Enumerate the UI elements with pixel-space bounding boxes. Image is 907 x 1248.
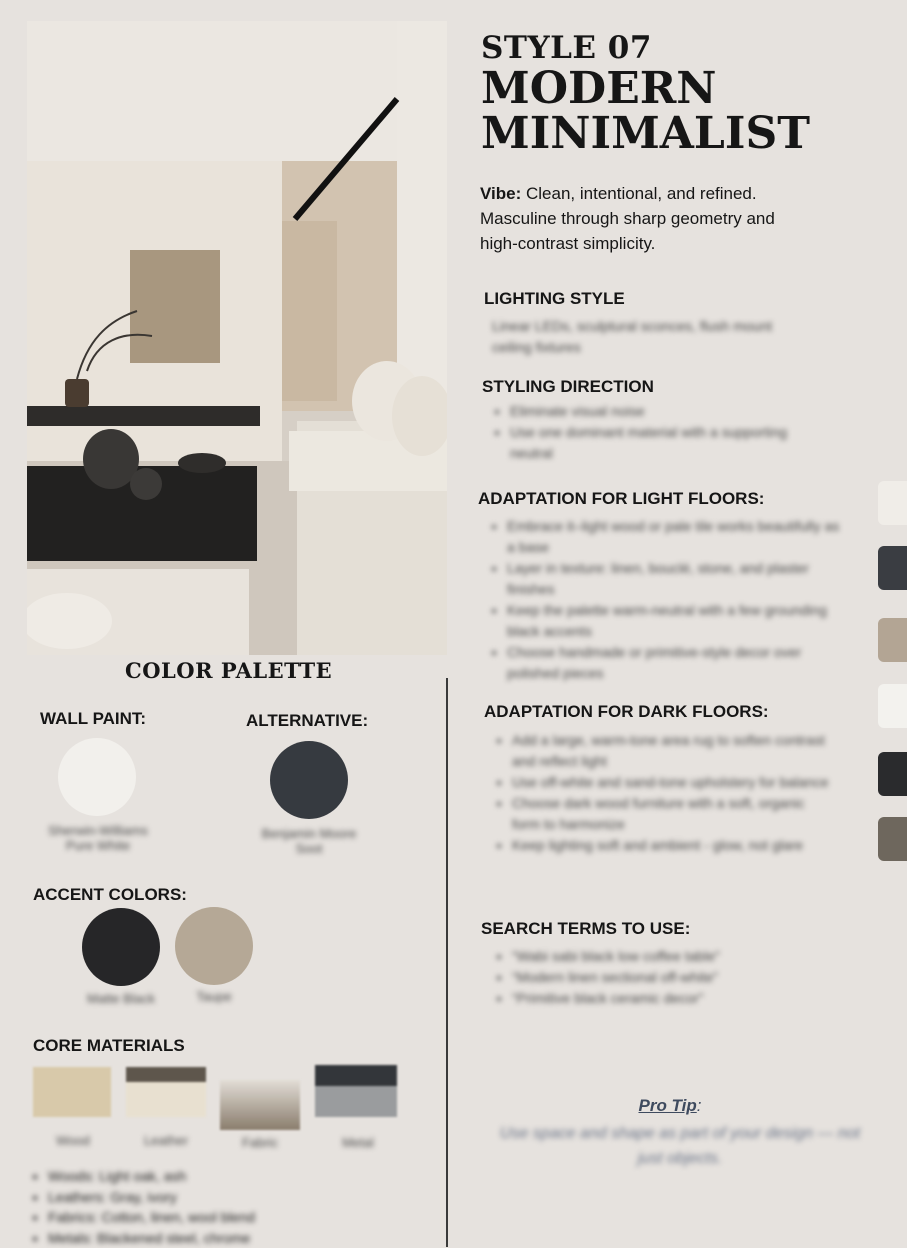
vibe-text: Clean, intentional, and refined. Masculine through sharp geometry and high-contrast simplicity. (480, 184, 775, 253)
page-title-line2: MINIMALIST (481, 111, 810, 157)
list-item: • Keep the palette warm-neutral with a few grounding black accents (507, 600, 840, 642)
alternative-label: ALTERNATIVE: (246, 711, 368, 731)
list-item: • “Modern linen sectional off-white” (512, 967, 830, 988)
accent-name: Matte Black (74, 991, 168, 1006)
alternative-swatch (270, 741, 348, 819)
material-swatch-metal (315, 1065, 397, 1117)
accent-colors-label: ACCENT COLORS: (33, 885, 187, 905)
lighting-text: Linear LEDs, sculptural sconces, flush mount ceiling fixtures (492, 316, 802, 358)
list-item: • Leathers: Gray, ivory (48, 1187, 348, 1208)
dark-floors-list (492, 730, 830, 856)
edge-swatch (878, 817, 907, 861)
pro-tip-label-row (500, 1096, 840, 1116)
edge-swatch (878, 684, 907, 728)
accent-swatch-black (82, 908, 160, 986)
page-title-line1: MODERN (481, 66, 717, 112)
material-swatch-leather (126, 1067, 206, 1117)
accent-name: Taupe (167, 989, 261, 1004)
list-item: • “Primitive black ceramic decor” (512, 988, 830, 1009)
search-list (492, 946, 830, 1009)
lighting-heading: LIGHTING STYLE (484, 289, 625, 309)
styling-heading: STYLING DIRECTION (482, 377, 654, 397)
styling-list (490, 401, 830, 464)
material-name: Fabric (220, 1135, 300, 1150)
list-item: • Embrace it–light wood or pale tile works beautifully as a base (507, 516, 840, 558)
list-item: • Layer in texture: linen, bouclé, stone, and plaster finishes (507, 558, 840, 600)
material-swatch-wood (33, 1067, 111, 1117)
edge-swatch (878, 618, 907, 662)
edge-swatch (878, 481, 907, 525)
column-divider (446, 678, 448, 1247)
list-item: • Eliminate visual noise (510, 401, 830, 422)
edge-swatch (878, 752, 907, 796)
style-number: STYLE 07 (481, 30, 652, 66)
core-materials-label: CORE MATERIALS (33, 1036, 185, 1056)
list-item: • Fabrics: Cotton, linen, wool blend (48, 1207, 348, 1228)
list-item: • Use one dominant material with a supporting neutral (510, 422, 830, 464)
list-item: • Choose dark wood furniture with a soft, organic form to harmonize (512, 793, 830, 835)
vibe-label: Vibe: (480, 184, 521, 203)
room-photo (27, 21, 447, 655)
palette-title: COLOR PALETTE (125, 658, 332, 683)
vibe-description (480, 181, 810, 256)
list-item: • Metals: Blackened steel, chrome (48, 1228, 348, 1248)
list-item: • “Wabi sabi black low coffee table” (512, 946, 830, 967)
list-item: • Add a large, warm-tone area rug to soften contrast and reflect light (512, 730, 830, 772)
list-item: • Use off-white and sand-tone upholstery for balance (512, 772, 830, 793)
alternative-name: Benjamin Moore Soot (247, 826, 371, 856)
pro-tip-label: Pro Tip (639, 1096, 697, 1115)
edge-swatch (878, 546, 907, 590)
wall-paint-name: Sherwin-Williams Pure White (36, 823, 160, 853)
material-name: Leather (126, 1133, 206, 1148)
search-heading: SEARCH TERMS TO USE: (481, 919, 690, 939)
wall-paint-label: WALL PAINT: (40, 709, 146, 729)
material-name: Wood (33, 1133, 113, 1148)
light-floors-list (487, 516, 840, 684)
material-name: Metal (318, 1135, 398, 1150)
material-swatch-fabric (220, 1080, 300, 1130)
accent-swatch-taupe (175, 907, 253, 985)
list-item: • Woods: Light oak, ash (48, 1166, 348, 1187)
materials-list (28, 1166, 348, 1248)
dark-floors-heading: ADAPTATION FOR DARK FLOORS: (484, 702, 769, 722)
pro-tip-colon: : (697, 1096, 702, 1115)
list-item: • Keep lighting soft and ambient - glow, not glare (512, 835, 830, 856)
pro-tip-text: Use space and shape as part of your design — not just objects. (490, 1121, 870, 1171)
list-item: • Choose handmade or primitive-style decor over polished pieces (507, 642, 840, 684)
wall-paint-swatch (58, 738, 136, 816)
light-floors-heading: ADAPTATION FOR LIGHT FLOORS: (478, 489, 764, 509)
